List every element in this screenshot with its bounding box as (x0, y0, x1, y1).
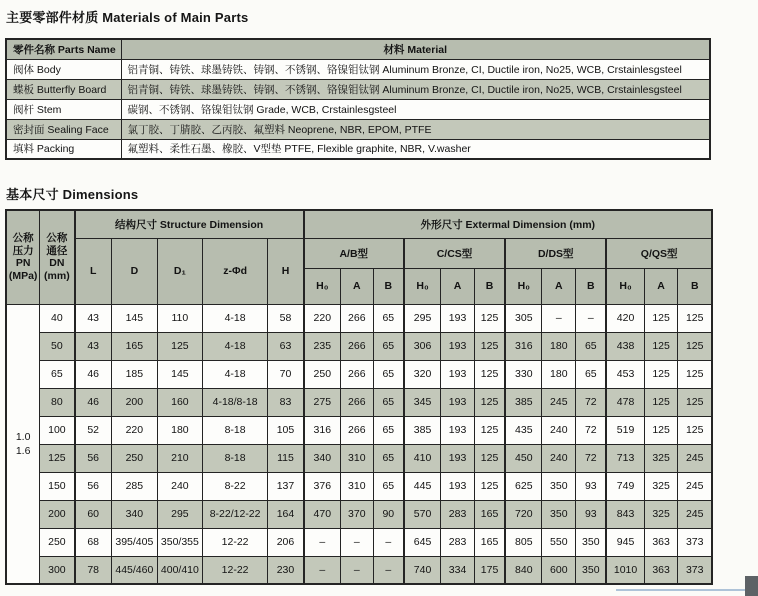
dimension-cell: 370 (340, 500, 373, 528)
dimension-cell: 843 (606, 500, 644, 528)
dn-value-cell: 125 (40, 444, 75, 472)
dimension-row (6, 332, 712, 360)
dimension-cell: – (373, 556, 404, 584)
dimension-cell: – (542, 304, 576, 332)
dimension-cell: 400/410 (157, 556, 202, 584)
dimension-cell: 180 (542, 332, 576, 360)
dimension-cell: 125 (678, 416, 712, 444)
dimension-cell: 125 (157, 332, 202, 360)
dimension-cell: 43 (75, 332, 112, 360)
dimensions-section-title: 基本尺寸 Dimensions (6, 187, 139, 202)
dimension-row (6, 528, 712, 556)
dimension-cell: 125 (678, 360, 712, 388)
material-cell: 铝青铜、铸铁、球墨铸铁、铸钢、不锈钢、铬镍钼钛钢 Aluminum Bronze, CI, Ductile iron, No25, WCB, Crstainlesgsteel (121, 59, 710, 79)
dimensions-header-row-columns (6, 238, 712, 268)
dn-value-cell: 50 (40, 332, 75, 360)
dimension-cell: 295 (157, 500, 202, 528)
dimension-cell: 420 (606, 304, 644, 332)
dimension-cell: 125 (474, 388, 505, 416)
type-group-ccs: C/CS型 (404, 238, 505, 268)
dimension-cell: 240 (542, 444, 576, 472)
dimension-cell: 266 (340, 332, 373, 360)
dimension-cell: 83 (268, 388, 304, 416)
dimension-cell: 125 (474, 360, 505, 388)
dimension-cell: 345 (404, 388, 441, 416)
dimension-cell: 12-22 (202, 556, 267, 584)
dimension-cell: 125 (644, 360, 678, 388)
dimension-cell: 193 (441, 416, 475, 444)
dimension-cell: 125 (644, 388, 678, 416)
dimension-cell: 445/460 (111, 556, 157, 584)
dimension-cell: 519 (606, 416, 644, 444)
dimension-cell: 410 (404, 444, 441, 472)
dimension-cell: 325 (644, 444, 678, 472)
dimension-cell: 193 (441, 472, 475, 500)
dimension-cell: 193 (441, 304, 475, 332)
dn-value-cell: 200 (40, 500, 75, 528)
dimension-cell: 295 (404, 304, 441, 332)
dimension-cell: 373 (678, 528, 712, 556)
dimension-cell: 376 (304, 472, 341, 500)
dimension-cell: 8-22 (202, 472, 267, 500)
materials-row-butterfly-board (6, 79, 710, 99)
dimension-cell: 193 (441, 360, 475, 388)
dimension-cell: 385 (404, 416, 441, 444)
dimension-cell: 453 (606, 360, 644, 388)
col-header-H: H (268, 238, 304, 304)
dn-value-cell: 100 (40, 416, 75, 444)
dimension-cell: 65 (373, 304, 404, 332)
dn-label-line: DN (49, 257, 65, 270)
pn-value: 1.0 (15, 430, 31, 443)
dimension-cell: 283 (441, 500, 475, 528)
dimension-cell: 68 (75, 528, 112, 556)
pn-label-line: 压力 (12, 244, 34, 257)
materials-header-row (6, 39, 710, 59)
dimension-cell: 4-18 (202, 304, 267, 332)
dimensions-header-row-groups (6, 210, 712, 238)
dimension-cell: 435 (505, 416, 542, 444)
dimension-cell: 165 (111, 332, 157, 360)
dimension-cell: 325 (644, 472, 678, 500)
dimension-cell: 193 (441, 332, 475, 360)
dimension-cell: 58 (268, 304, 304, 332)
dimension-cell: 283 (441, 528, 475, 556)
dimension-cell: – (304, 556, 341, 584)
dimension-cell: 8-22/12-22 (202, 500, 267, 528)
dimension-cell: 65 (576, 332, 607, 360)
dimension-cell: 235 (304, 332, 341, 360)
dn-value-cell: 65 (40, 360, 75, 388)
sub-col-b: B (474, 268, 505, 304)
dimension-row (6, 360, 712, 388)
dimension-cell: 350 (542, 472, 576, 500)
sub-col-a: A (340, 268, 373, 304)
dimension-cell: 72 (576, 416, 607, 444)
dimension-cell: 250 (111, 444, 157, 472)
dimension-cell: 330 (505, 360, 542, 388)
col-header-z-phi-d: z-Φd (202, 238, 267, 304)
dimension-cell: 340 (111, 500, 157, 528)
dimension-cell: 230 (268, 556, 304, 584)
dimension-cell: 180 (542, 360, 576, 388)
dimension-cell: 470 (304, 500, 341, 528)
dimension-cell: 8-18 (202, 416, 267, 444)
dimension-cell: – (373, 528, 404, 556)
dimension-cell: 245 (678, 472, 712, 500)
dimension-cell: 125 (474, 332, 505, 360)
dimension-cell: – (340, 556, 373, 584)
dimension-cell: 105 (268, 416, 304, 444)
dimension-cell: 72 (576, 444, 607, 472)
structure-dimension-group-header: 结构尺寸 Structure Dimension (75, 210, 304, 238)
dn-label-line: 通径 (46, 244, 68, 257)
external-dimension-group-header: 外形尺寸 Extermal Dimension (mm) (304, 210, 712, 238)
dn-value-cell: 300 (40, 556, 75, 584)
sub-col-b: B (678, 268, 712, 304)
dimension-cell: 220 (111, 416, 157, 444)
dimension-cell: 4-18 (202, 332, 267, 360)
sub-col-h0: H₀ (304, 268, 341, 304)
dimension-cell: 740 (404, 556, 441, 584)
dimension-cell: 245 (678, 444, 712, 472)
dimension-cell: 325 (644, 500, 678, 528)
dimension-cell: 945 (606, 528, 644, 556)
dimension-cell: 645 (404, 528, 441, 556)
dimension-cell: 240 (157, 472, 202, 500)
dimension-cell: 65 (373, 416, 404, 444)
dimension-cell: 220 (304, 304, 341, 332)
dimension-cell: 805 (505, 528, 542, 556)
pn-label-line: (MPa) (8, 269, 38, 282)
col-header-L: L (75, 238, 112, 304)
sub-col-h0: H₀ (606, 268, 644, 304)
dimension-cell: 93 (576, 472, 607, 500)
dn-label-line: 公称 (46, 232, 68, 245)
dimension-cell: 340 (304, 444, 341, 472)
dimension-cell: 56 (75, 472, 112, 500)
dimension-cell: 93 (576, 500, 607, 528)
dimension-cell: 385 (505, 388, 542, 416)
material-cell: 碳钢、不锈钢、铬镍钼钛钢 Grade, WCB, Crstainlesgsteel (121, 99, 710, 119)
part-name-cell: 填料 Packing (6, 139, 121, 159)
dimensions-table (5, 209, 713, 585)
dimension-cell: 266 (340, 416, 373, 444)
dimension-cell: 125 (644, 332, 678, 360)
dimension-cell: 350 (576, 556, 607, 584)
dimension-cell: 749 (606, 472, 644, 500)
dimension-cell: 306 (404, 332, 441, 360)
sub-col-a: A (542, 268, 576, 304)
materials-row-sealing-face (6, 119, 710, 139)
pn-label-line: PN (15, 257, 31, 270)
dn-value-cell: 250 (40, 528, 75, 556)
dimension-cell: 125 (474, 472, 505, 500)
materials-header-parts-name: 零件名称 Parts Name (6, 39, 121, 59)
dimension-row (6, 500, 712, 528)
sub-col-b: B (373, 268, 404, 304)
dimension-cell: 305 (505, 304, 542, 332)
dimension-row (6, 472, 712, 500)
col-header-D: D (111, 238, 157, 304)
dimension-cell: 145 (111, 304, 157, 332)
materials-row-stem (6, 99, 710, 119)
dimension-cell: 320 (404, 360, 441, 388)
type-group-ab: A/B型 (304, 238, 404, 268)
material-cell: 氯丁胶、丁腈胶、乙丙胶、氟塑料 Neoprene, NBR, EPOM, PTFE (121, 119, 710, 139)
dimension-cell: 78 (75, 556, 112, 584)
part-name-cell: 阀杆 Stem (6, 99, 121, 119)
dimension-cell: 193 (441, 388, 475, 416)
materials-header-material: 材料 Material (121, 39, 710, 59)
part-name-cell: 蝶板 Butterfly Board (6, 79, 121, 99)
dimension-cell: 46 (75, 360, 112, 388)
dn-column-header (40, 210, 75, 304)
dimension-cell: 250 (304, 360, 341, 388)
dimension-cell: 245 (542, 388, 576, 416)
dimension-cell: 334 (441, 556, 475, 584)
dimension-cell: 193 (441, 444, 475, 472)
dimension-cell: 350/355 (157, 528, 202, 556)
col-header-D1: D₁ (157, 238, 202, 304)
dimension-cell: 125 (474, 304, 505, 332)
dimension-cell: 12-22 (202, 528, 267, 556)
dimension-cell: 52 (75, 416, 112, 444)
dimension-cell: – (304, 528, 341, 556)
materials-table (5, 38, 711, 160)
dimension-cell: 310 (340, 472, 373, 500)
dimension-cell: 125 (644, 416, 678, 444)
dimension-cell: 165 (474, 500, 505, 528)
dimension-cell: 70 (268, 360, 304, 388)
dimension-cell: 363 (644, 528, 678, 556)
dimension-cell: 165 (474, 528, 505, 556)
dimension-cell: 125 (474, 416, 505, 444)
dimension-cell: 720 (505, 500, 542, 528)
pn-label-line: 公称 (12, 232, 34, 245)
dimension-row (6, 556, 712, 584)
sub-col-a: A (441, 268, 475, 304)
dimension-cell: 43 (75, 304, 112, 332)
dimension-cell: 137 (268, 472, 304, 500)
dimension-cell: 164 (268, 500, 304, 528)
dimension-cell: 1010 (606, 556, 644, 584)
dimension-cell: 125 (644, 304, 678, 332)
dimension-cell: 713 (606, 444, 644, 472)
dimension-cell: 200 (111, 388, 157, 416)
dimension-cell: 125 (474, 444, 505, 472)
pn-value: 1.6 (15, 444, 31, 457)
dimension-cell: 570 (404, 500, 441, 528)
dimension-cell: 180 (157, 416, 202, 444)
dimension-row (6, 388, 712, 416)
dimension-cell: 350 (542, 500, 576, 528)
dimension-cell: 316 (505, 332, 542, 360)
dimension-row (6, 444, 712, 472)
scrollbar-track-fragment (616, 589, 758, 591)
dimension-row (6, 304, 712, 332)
dimension-cell: 395/405 (111, 528, 157, 556)
dimension-cell: 840 (505, 556, 542, 584)
dimension-cell: 266 (340, 304, 373, 332)
type-group-dds: D/DS型 (505, 238, 606, 268)
dn-value-cell: 150 (40, 472, 75, 500)
materials-row-packing (6, 139, 710, 159)
dimension-row (6, 416, 712, 444)
dimension-cell: 185 (111, 360, 157, 388)
dimension-cell: 125 (678, 388, 712, 416)
dimension-cell: 350 (576, 528, 607, 556)
dimensions-body (6, 304, 712, 584)
dimension-cell: 65 (373, 332, 404, 360)
scrollbar-corner-fragment (745, 576, 758, 596)
dimension-cell: 8-18 (202, 444, 267, 472)
dimension-cell: – (340, 528, 373, 556)
dimension-cell: 450 (505, 444, 542, 472)
dimension-cell: 316 (304, 416, 341, 444)
dimension-cell: 125 (678, 304, 712, 332)
part-name-cell: 密封面 Sealing Face (6, 119, 121, 139)
dimension-cell: 210 (157, 444, 202, 472)
dimension-cell: 478 (606, 388, 644, 416)
type-group-qqs: Q/QS型 (606, 238, 712, 268)
dimension-cell: 46 (75, 388, 112, 416)
dimension-cell: 266 (340, 360, 373, 388)
dimension-cell: 160 (157, 388, 202, 416)
dimension-cell: 625 (505, 472, 542, 500)
dimension-cell: 65 (373, 388, 404, 416)
dimension-cell: 65 (373, 472, 404, 500)
dimension-cell: 363 (644, 556, 678, 584)
dimension-cell: 206 (268, 528, 304, 556)
dimension-cell: – (576, 304, 607, 332)
dimension-cell: 72 (576, 388, 607, 416)
sub-col-b: B (576, 268, 607, 304)
dn-value-cell: 80 (40, 388, 75, 416)
dimension-cell: 60 (75, 500, 112, 528)
dimension-cell: 56 (75, 444, 112, 472)
dimension-cell: 65 (373, 360, 404, 388)
dimension-cell: 600 (542, 556, 576, 584)
dimension-cell: 115 (268, 444, 304, 472)
sub-col-h0: H₀ (505, 268, 542, 304)
pn-column-header (6, 210, 40, 304)
dimension-cell: 275 (304, 388, 341, 416)
dimension-cell: 65 (576, 360, 607, 388)
pn-value-cell (6, 304, 40, 584)
material-cell: 氟塑料、柔性石墨、橡胶、V型垫 PTFE, Flexible graphite, NBR, V.washer (121, 139, 710, 159)
sub-col-h0: H₀ (404, 268, 441, 304)
dimension-cell: 240 (542, 416, 576, 444)
dimension-cell: 175 (474, 556, 505, 584)
dimension-cell: 310 (340, 444, 373, 472)
dimension-cell: 90 (373, 500, 404, 528)
dimension-cell: 445 (404, 472, 441, 500)
dimension-cell: 110 (157, 304, 202, 332)
dimension-cell: 4-18 (202, 360, 267, 388)
materials-section-title: 主要零部件材质 Materials of Main Parts (6, 10, 249, 25)
dimension-cell: 285 (111, 472, 157, 500)
sub-col-a: A (644, 268, 678, 304)
dn-value-cell: 40 (40, 304, 75, 332)
dimension-cell: 438 (606, 332, 644, 360)
dn-label-line: (mm) (44, 269, 70, 282)
dimension-cell: 245 (678, 500, 712, 528)
dimension-cell: 550 (542, 528, 576, 556)
dimension-cell: 145 (157, 360, 202, 388)
part-name-cell: 阀体 Body (6, 59, 121, 79)
dimension-cell: 125 (678, 332, 712, 360)
dimension-cell: 4-18/8-18 (202, 388, 267, 416)
material-cell: 铝青铜、铸铁、球墨铸铁、铸钢、不锈钢、铬镍钼钛钢 Aluminum Bronze, CI, Ductile iron, No25, WCB, Crstainlesgsteel (121, 79, 710, 99)
dimension-cell: 65 (373, 444, 404, 472)
dimension-cell: 63 (268, 332, 304, 360)
dimension-cell: 266 (340, 388, 373, 416)
materials-row-body (6, 59, 710, 79)
dimension-cell: 373 (678, 556, 712, 584)
